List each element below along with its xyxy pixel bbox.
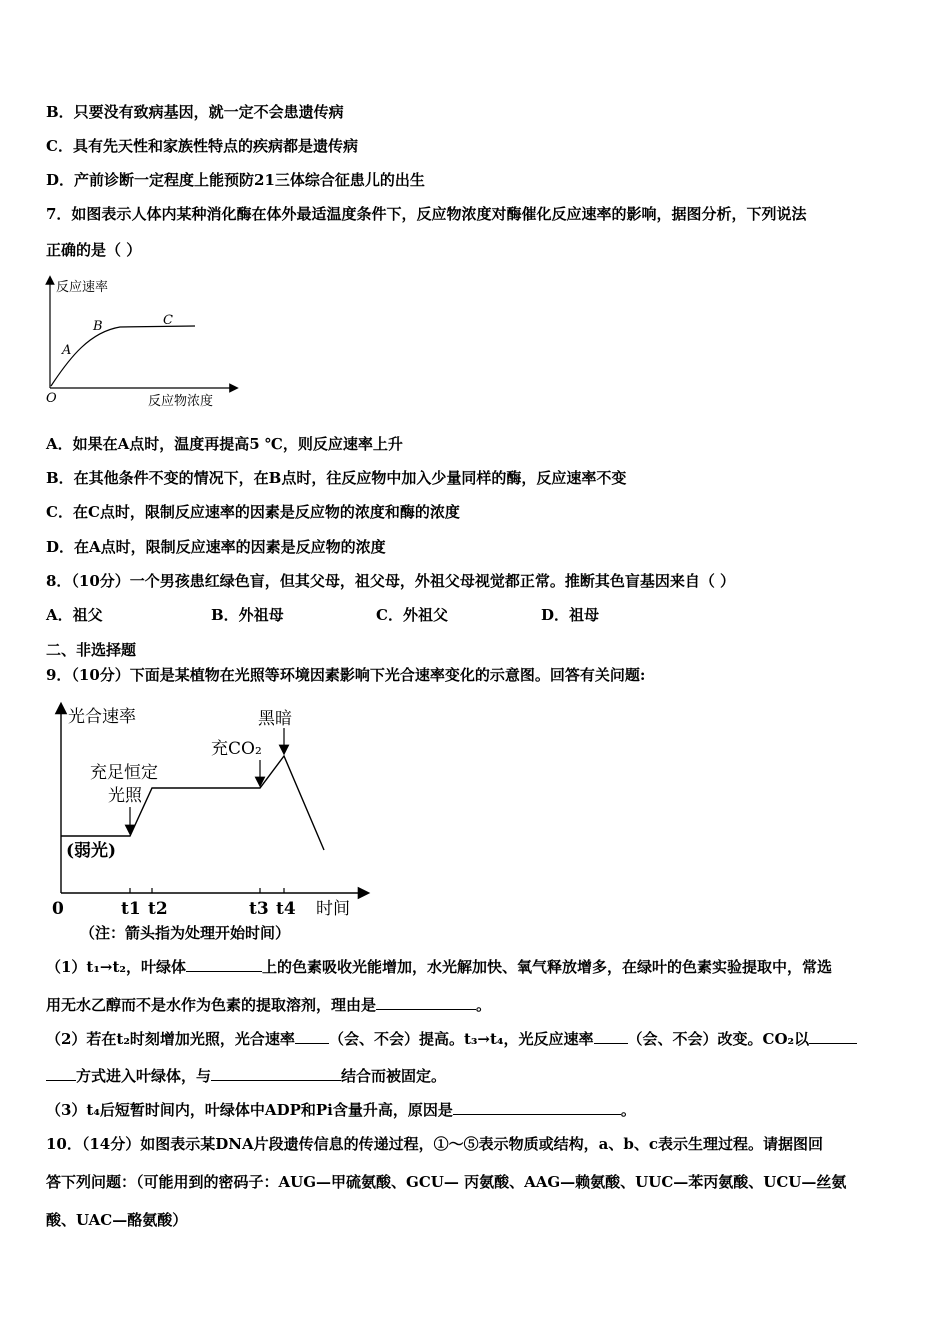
q10-stem-line3: 酸、UAC—酪氨酸） xyxy=(46,1211,188,1229)
q7-origin-label: O xyxy=(46,391,57,406)
q7-point-b-label: B xyxy=(93,319,103,334)
q6-option-c: C．具有先天性和家族性特点的疾病都是遗传病 xyxy=(46,137,358,155)
q9-part2-blank-1[interactable] xyxy=(295,1029,329,1044)
q9-part1-line1 xyxy=(46,957,832,977)
q9-part2-text-b: （会、不会）提高。t₃→t₄，光反应速率 xyxy=(328,1030,594,1048)
q9-part3-blank-1[interactable] xyxy=(453,1100,621,1115)
q7-stem-line1: 7．如图表示人体内某种消化酶在体外最适温度条件下，反应物浓度对酶催化反应速率的影响，据图分析，下列说法 xyxy=(46,205,807,223)
q9-part2-text-e: 结合而被固定。 xyxy=(341,1067,447,1085)
q7-stem-line2: 正确的是（ ） xyxy=(46,241,142,259)
q9-part2-line1 xyxy=(46,1029,857,1049)
q9-part1-text-b: 上的色素吸收光能增加，水光解加快、氧气释放增多，在绿叶的色素实验提取中，常选 xyxy=(262,958,833,976)
q9-stem: 9．（10分）下面是某植物在光照等环境因素影响下光合速率变化的示意图。回答有关问题: xyxy=(46,666,646,684)
q6-option-b: B．只要没有致病基因，就一定不会患遗传病 xyxy=(46,103,344,121)
q9-part2-text-a: （2）若在t₂时刻增加光照，光合速率 xyxy=(46,1030,295,1048)
q7-y-label: 反应速率 xyxy=(56,280,109,295)
section-heading: 二、非选择题 xyxy=(46,641,137,659)
q9-part1-line2 xyxy=(46,995,491,1015)
q7-x-label: 反应物浓度 xyxy=(148,394,214,409)
q9-part3-line xyxy=(46,1100,636,1120)
q9-part2-text-d: 方式进入叶绿体，与 xyxy=(76,1067,212,1085)
q9-part1-text-c: 用无水乙醇而不是水作为色素的提取溶剂，理由是 xyxy=(46,996,377,1014)
q9-t2-label: t2 xyxy=(148,899,168,919)
q9-part1-text-d: 。 xyxy=(476,996,492,1014)
q8-options xyxy=(46,605,599,625)
q7-rate-curve xyxy=(51,326,195,386)
q8-option-b: B．外祖母 xyxy=(211,606,284,624)
q9-origin-label: 0 xyxy=(52,899,64,919)
q9-figure-note: （注：箭头指为处理开始时间） xyxy=(80,924,291,942)
q9-part2-text-c: （会、不会）改变。CO₂以 xyxy=(627,1030,810,1048)
q9-strong-light-label-1: 充足恒定 xyxy=(90,763,158,783)
q9-y-label: 光合速率 xyxy=(68,707,136,727)
q9-part3-text-a: （3）t₄后短暂时间内，叶绿体中ADP和Pi含量升高，原因是 xyxy=(46,1101,453,1119)
q8-option-c: C．外祖父 xyxy=(376,606,448,624)
q7-point-a-label: A xyxy=(62,343,72,358)
q9-dark-label: 黑暗 xyxy=(258,709,292,729)
q9-weak-light-label: (弱光) xyxy=(66,841,117,861)
q9-part2-line2 xyxy=(46,1066,446,1086)
q9-part1-text-a: （1）t₁→t₂，叶绿体 xyxy=(46,958,187,976)
q7-option-a: A．如果在A点时，温度再提高5 ℃，则反应速率上升 xyxy=(46,435,403,453)
q7-option-b: B．在其他条件不变的情况下，在B点时，往反应物中加入少量同样的酶，反应速率不变 xyxy=(46,469,627,487)
q9-strong-light-label-2: 光照 xyxy=(108,786,142,806)
q9-part1-blank-2[interactable] xyxy=(376,995,476,1010)
q6-option-d: D．产前诊断一定程度上能预防21三体综合征患儿的出生 xyxy=(46,171,425,189)
q10-stem-line1: 10．（14分）如图表示某DNA片段遗传信息的传递过程，①～⑤表示物质或结构，a、b、c表示生理过程。请据图回 xyxy=(46,1135,823,1153)
q9-part3-text-b: 。 xyxy=(620,1101,636,1119)
q9-t1-label: t1 xyxy=(121,899,141,919)
q10-stem-line2: 答下列问题：（可能用到的密码子：AUG—甲硫氨酸、GCU— 丙氨酸、AAG—赖氨酸、UUC—苯丙氨酸、UCU—丝氨 xyxy=(46,1173,847,1191)
q9-part2-blank-3a[interactable] xyxy=(809,1029,857,1044)
q9-part2-blank-3b[interactable] xyxy=(46,1066,76,1081)
q8-option-a: A．祖父 xyxy=(46,606,103,624)
q8-stem: 8．（10分）一个男孩患红绿色盲，但其父母，祖父母，外祖父母视觉都正常。推断其色盲基因来自（ ） xyxy=(46,572,736,590)
q7-point-c-label: C xyxy=(163,313,173,328)
q7-enzyme-rate-figure xyxy=(40,272,250,412)
q7-option-d: D．在A点时，限制反应速率的因素是反应物的浓度 xyxy=(46,538,386,556)
q9-co2-label: 充CO₂ xyxy=(211,739,262,759)
q8-option-d: D．祖母 xyxy=(541,606,600,624)
q7-option-c: C．在C点时，限制反应速率的因素是反应物的浓度和酶的浓度 xyxy=(46,503,460,521)
q9-t4-label: t4 xyxy=(276,899,296,919)
q9-part2-blank-4[interactable] xyxy=(211,1066,341,1081)
q9-photosynthesis-figure xyxy=(44,700,374,950)
q9-t3-label: t3 xyxy=(249,899,269,919)
q9-part1-blank-1[interactable] xyxy=(186,957,262,972)
q9-part2-blank-2[interactable] xyxy=(594,1029,628,1044)
q9-x-label: 时间 xyxy=(316,899,350,919)
